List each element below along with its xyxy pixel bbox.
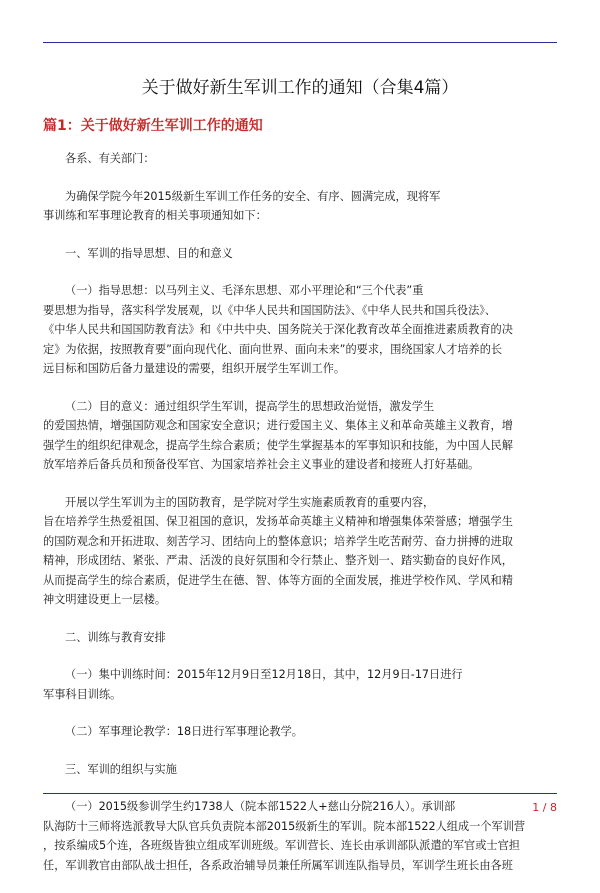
text-line: （一）指导思想：以马列主义、毛泽东思想、邓小平理论和“三个代表”重 — [65, 284, 424, 297]
text-line: 为确保学院今年2015级新生军训工作任务的安全、有序、圆满完成，现将军 — [65, 189, 441, 203]
text-line: 从而提高学生的综合素质，促进学生在德、智、体等方面的全面发展，推进学校作风、学风和精 — [43, 573, 513, 587]
text-line: （一）2015级参训学生约1738人（院本部1522人+慈山分院216人）。承训部 — [65, 800, 456, 813]
text-line: 军事科目训练。 — [43, 687, 122, 701]
text-line: 强学生的组织纪律观念，提高学生综合素质；使学生掌握基本的军事知识和技能，为中国人民解 — [43, 438, 513, 452]
paragraph — [43, 722, 557, 742]
text-line: 神文明建设更上一层楼。 — [43, 593, 167, 606]
text-line: 旨在培养学生热爱祖国、保卫祖国的意识，发扬革命英雄主义精神和增强集体荣誉感；增强学生 — [43, 515, 513, 528]
section-heading: 篇1：关于做好新生军训工作的通知 — [43, 118, 263, 134]
text-line: ，按系编成5个连，各班级皆独立组成军训班级。军训营长、连长由承训部队派遣的军官或士官担 — [43, 839, 520, 852]
text-line: （一）集中训练时间：2015年12月9日至12月18日，其中，12月9日-17日进行 — [65, 668, 463, 681]
text-line: 任，军训教官由部队战士担任，各系政治辅导员兼任所属军训连队指导员，军训学生班长由各班 — [43, 858, 513, 872]
text-line: 各系、有关部门： — [65, 152, 155, 165]
paragraph — [43, 187, 557, 226]
paragraph — [43, 760, 557, 780]
top-rule — [43, 42, 557, 43]
text-line: 精神，形成团结、紧张、严肃、活泼的良好氛围和令行禁止、整齐划一、踏实勤奋的良好作风， — [43, 554, 513, 567]
text-line: 三、军训的组织与实施 — [65, 762, 177, 776]
text-line: 队海防十三师将选派教导大队官兵负责院本部2015级新生的军训。院本部1522人组成一个军训营 — [43, 819, 526, 833]
text-line: 要思想为指导，落实科学发展观，以《中华人民共和国国防法》、《中华人民共和国兵役法》、 — [43, 303, 497, 317]
text-line: （二）军事理论教学：18日进行军事理论教学。 — [65, 725, 303, 738]
document-title: 关于做好新生军训工作的通知（合集4篇） — [141, 78, 459, 98]
text-line: （二）目的意义：通过组织学生军训，提高学生的思想政治觉悟，激发学生 — [65, 399, 435, 413]
text-line: 一、军训的指导思想、目的和意义 — [65, 246, 233, 260]
paragraph — [43, 281, 557, 379]
bottom-rule — [43, 793, 557, 794]
paragraph — [43, 797, 557, 875]
text-line: 放军培养后备兵员和预备役军官、为国家培养社会主义事业的建设者和接班人打好基础。 — [43, 458, 480, 471]
page-number: 1 / 8 — [532, 801, 557, 814]
document-body — [43, 149, 557, 893]
text-line: 的爱国热情，增强国防观念和国家安全意识；进行爱国主义、集体主义和革命英雄主义教育，增 — [43, 419, 513, 432]
text-line: 二、训练与教育安排 — [65, 630, 166, 644]
text-line: 的国防观念和开拓进取、刻苦学习、团结向上的整体意识；培养学生吃苦耐劳、奋力拼搏的进取 — [43, 534, 513, 548]
text-line: 《中华人民共和国国防教育法》和《中共中央、国务院关于深化教育改革全面推进素质教育的决 — [43, 323, 513, 336]
text-line: 事训练和军事理论教育的相关事项通知如下： — [43, 209, 267, 222]
paragraph — [43, 628, 557, 648]
paragraph — [43, 493, 557, 610]
paragraph — [43, 244, 557, 264]
text-line: 定》为依据，按照教育要”面向现代化、面向世界、面向未来”的要求，围绕国家人才培养的长 — [43, 342, 503, 356]
text-line: 远目标和国防后备力量建设的需要，组织开展学生军训工作。 — [43, 362, 346, 375]
paragraph — [43, 665, 557, 704]
paragraph — [43, 397, 557, 475]
text-line: 开展以学生军训为主的国防教育，是学院对学生实施素质教育的重要内容， — [65, 495, 435, 509]
paragraph — [43, 149, 557, 169]
